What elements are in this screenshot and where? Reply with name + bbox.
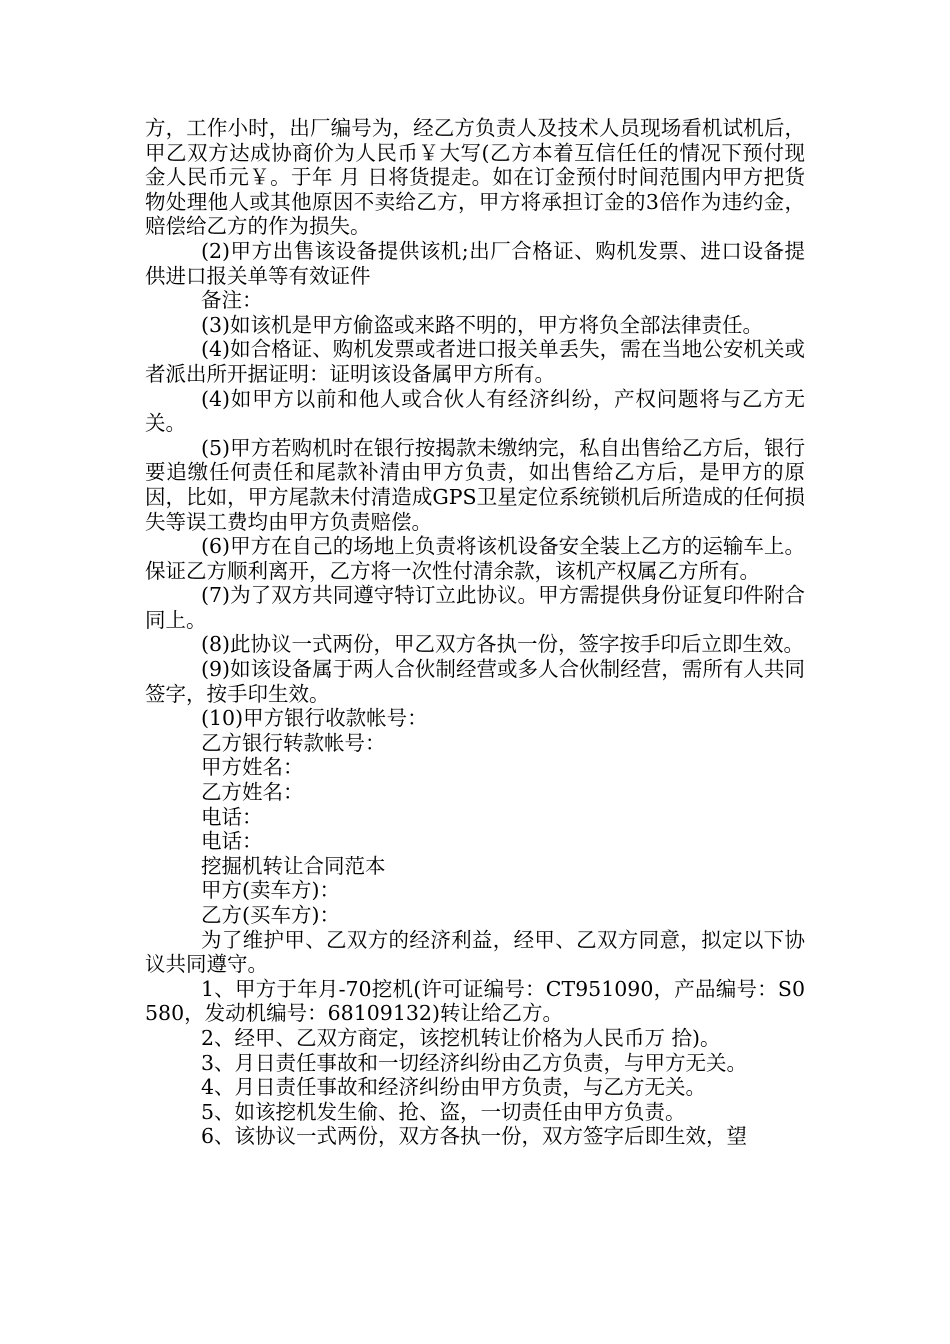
agreement-item-6: 6、该协议一式两份，双方各执一份，双方签字后即生效，望: [201, 1124, 748, 1149]
contract-paragraph-continuation: 方，工作小时，出厂编号为，经乙方负责人及技术人员现场看机试机后，甲乙双方达成协商价为人民币￥大写(乙方本着互信任任的情况下预付现金人民币元￥。于年 月 日将货提走。如在订金预付时间范围内甲方把货物处理他人或其他原因不卖给乙方，甲方将承担订金的3倍作为违约金，赔偿给乙方的作为损失。: [145, 116, 805, 239]
party-a-seller-label: 甲方(卖车方)：: [201, 878, 340, 903]
agreement-item-1: 1、甲方于年月-70挖机(许可证编号：CT951090，产品编号：S0580，发动机编号：68109132)转让给乙方。: [145, 976, 805, 1026]
agreement-item-4: 4、月日责任事故和经济纠纷由甲方负责，与乙方无关。: [201, 1075, 707, 1100]
contract-clause-6: (6)甲方在自己的场地上负责将该机设备安全装上乙方的运输车上。保证乙方顺利离开，乙方将一次性付清余款，该机产权属乙方所有。: [145, 534, 805, 583]
contract-clause-8: (8)此协议一式两份，甲乙双方各执一份，签字按手印后立即生效。: [201, 632, 805, 657]
contract-clause-2: (2)甲方出售该设备提供该机;出厂合格证、购机发票、进口设备提供进口报关单等有效证件: [145, 238, 805, 288]
contract-clause-7: (7)为了双方共同遵守特订立此协议。甲方需提供身份证复印件附合同上。: [145, 583, 805, 632]
party-b-name-label: 乙方姓名：: [201, 780, 304, 805]
contract-clause-9: (9)如该设备属于两人合伙制经营或多人合伙制经营，需所有人共同签字，按手印生效。: [145, 657, 805, 706]
phone-label-2: 电话：: [201, 829, 263, 854]
party-a-name-label: 甲方姓名：: [201, 755, 304, 780]
party-b-bank-account-label: 乙方银行转款帐号：: [201, 730, 386, 755]
contract-clause-5: (5)甲方若购机时在银行按揭款未缴纳完，私自出售给乙方后，银行要追缴任何责任和尾款补清由甲方负责，如出售给乙方后，是甲方的原因，比如，甲方尾款未付清造成GPS卫星定位系统锁机后所造成的任何损失等误工费均由甲方负责赔偿。: [145, 435, 805, 534]
remarks-heading: 备注：: [201, 288, 263, 313]
contract-clause-3: (3)如该机是甲方偷盗或来路不明的，甲方将负全部法律责任。: [201, 312, 764, 337]
document-page: [145, 116, 805, 1149]
contract-clause-4b: (4)如甲方以前和他人或合伙人有经济纠纷，产权问题将与乙方无关。: [145, 386, 805, 436]
agreement-item-2: 2、经甲、乙双方商定，该挖机转让价格为人民币万 拾)。: [201, 1025, 721, 1050]
section-title: 挖掘机转让合同范本: [201, 853, 386, 878]
party-a-bank-account-label: (10)甲方银行收款帐号：: [201, 706, 428, 731]
agreement-item-3: 3、月日责任事故和一切经济纠纷由乙方负责，与甲方无关。: [201, 1050, 748, 1075]
contract-clause-4a: (4)如合格证、购机发票或者进口报关单丢失，需在当地公安机关或者派出所开据证明：证明该设备属甲方所有。: [145, 337, 805, 386]
party-b-buyer-label: 乙方(买车方)：: [201, 903, 340, 927]
phone-label-1: 电话：: [201, 804, 263, 829]
agreement-preamble: 为了维护甲、乙双方的经济利益，经甲、乙双方同意，拟定以下协议共同遵守。: [145, 927, 805, 977]
agreement-item-5: 5、如该挖机发生偷、抢、盗，一切责任由甲方负责。: [201, 1099, 686, 1124]
